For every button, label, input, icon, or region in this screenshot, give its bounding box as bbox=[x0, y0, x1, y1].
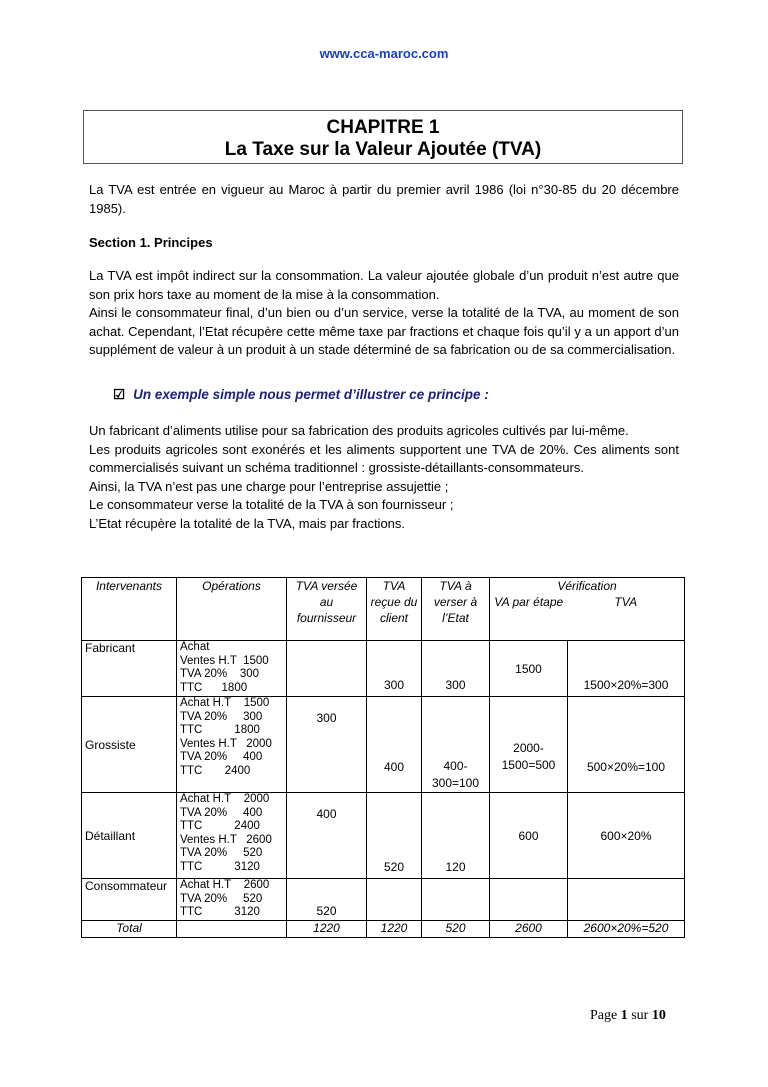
row-tva bbox=[568, 879, 685, 921]
row-tva-a-verser: 300 bbox=[422, 641, 490, 697]
footer-page-number: 1 bbox=[620, 1008, 628, 1023]
row-tva-recue: 400 bbox=[367, 697, 422, 793]
row-tva-recue bbox=[367, 879, 422, 921]
example-heading-text: Un exemple simple nous permet d’illustrer ce principe : bbox=[133, 387, 489, 402]
table-total-row bbox=[82, 921, 685, 938]
header-tva: TVA bbox=[568, 594, 685, 641]
header-operations: Opérations bbox=[177, 578, 287, 641]
total-operations bbox=[177, 921, 287, 938]
row-tva-versee: 520 bbox=[287, 879, 367, 921]
chapter-subtitle: La Taxe sur la Valeur Ajoutée (TVA) bbox=[224, 139, 542, 160]
row-tva-versee: 400 bbox=[287, 793, 367, 879]
row-operations: Achat Ventes H.T 1500 TVA 20% 300 TTC 1800 bbox=[177, 641, 287, 697]
total-tva-a-verser: 520 bbox=[422, 921, 490, 938]
table-row bbox=[82, 879, 685, 921]
row-operations: Achat H.T 2000 TVA 20% 400 TTC 2400 Ventes H.T 2600 TVA 20% 520 TTC 3120 bbox=[177, 793, 287, 879]
header-va-par-etape: VA par étape bbox=[490, 594, 568, 641]
row-operations: Achat H.T 1500 TVA 20% 300 TTC 1800 Ventes H.T 2000 TVA 20% 400 TTC 2400 bbox=[177, 697, 287, 793]
row-va bbox=[490, 879, 568, 921]
row-va: 600 bbox=[490, 793, 568, 879]
chapter-title: CHAPITRE 1 bbox=[326, 117, 440, 138]
header-intervenants: Intervenants bbox=[82, 578, 177, 641]
header-tva-versee: TVA versée au fournisseur bbox=[287, 578, 367, 641]
row-tva-recue: 520 bbox=[367, 793, 422, 879]
example-text-4: Le consommateur verse la totalité de la TVA à son fournisseur ; bbox=[89, 497, 454, 512]
row-tva-a-verser: 120 bbox=[422, 793, 490, 879]
footer-sur-word: sur bbox=[631, 1008, 649, 1023]
row-tva-a-verser bbox=[422, 879, 490, 921]
table-header-row bbox=[82, 578, 685, 595]
section-heading: Section 1. Principes bbox=[89, 235, 213, 250]
total-label: Total bbox=[82, 921, 177, 938]
example-heading bbox=[113, 387, 489, 403]
row-va: 1500 bbox=[490, 641, 568, 697]
total-tva: 2600×20%=520 bbox=[568, 921, 685, 938]
total-tva-versee: 1220 bbox=[287, 921, 367, 938]
row-intervenant: Fabricant bbox=[82, 641, 177, 697]
row-tva-versee: 300 bbox=[287, 697, 367, 793]
row-tva-a-verser: 400- 300=100 bbox=[422, 697, 490, 793]
example-paragraph bbox=[89, 422, 679, 533]
row-intervenant: Grossiste bbox=[82, 697, 177, 793]
principle-paragraph bbox=[89, 267, 679, 360]
principle-text-1: La TVA est impôt indirect sur la consommation. La valeur ajoutée globale d’un produit n’est autre que son prix hors taxe au moment de la mise à la consommation. bbox=[89, 268, 679, 302]
table-row bbox=[82, 793, 685, 879]
chapter-title-box bbox=[83, 110, 683, 164]
row-intervenant: Consommateur bbox=[82, 879, 177, 921]
principle-text-2: Ainsi le consommateur final, d’un bien ou d’un service, verse la totalité de la TVA, au moment de son achat. Cependant, l’Etat récupère cette même taxe par fractions et chaque fois qu’il y a un apport d’un supplément de valeur à un produit à un stade déterminé de sa fabrication ou de sa commercialisation. bbox=[89, 305, 679, 357]
example-text-5: L’Etat récupère la totalité de la TVA, mais par fractions. bbox=[89, 515, 406, 531]
footer-page-total: 10 bbox=[651, 1008, 666, 1023]
header-tva-recue: TVA reçue du client bbox=[367, 578, 422, 641]
intro-paragraph: La TVA est entrée en vigueur au Maroc à partir du premier avril 1986 (loi n°30-85 du 20 décembre 1985). bbox=[89, 182, 679, 216]
page-footer bbox=[590, 1008, 666, 1024]
checkbox-icon: ☑ bbox=[113, 387, 126, 402]
header-tva-a-verser: TVA à verser à l’Etat bbox=[422, 578, 490, 641]
example-text-1: Un fabricant d’aliments utilise pour sa fabrication des produits agricoles cultivés par lui-même. bbox=[89, 423, 629, 438]
footer-page-word: Page bbox=[590, 1008, 618, 1023]
tva-table bbox=[81, 577, 685, 938]
row-tva: 1500×20%=300 bbox=[568, 641, 685, 697]
table-row bbox=[82, 697, 685, 793]
example-text-2: Les produits agricoles sont exonérés et les aliments supportent une TVA de 20%. Ces aliments sont commercialisés suivant un schéma traditionnel : grossiste-détaillants-consommateurs. bbox=[89, 441, 679, 475]
row-tva-versee bbox=[287, 641, 367, 697]
row-tva: 600×20% bbox=[568, 793, 685, 879]
total-va: 2600 bbox=[490, 921, 568, 938]
site-url[interactable]: www.cca-maroc.com bbox=[319, 46, 449, 61]
row-va: 2000- 1500=500 bbox=[490, 697, 568, 793]
row-operations: Achat H.T 2600 TVA 20% 520 TTC 3120 bbox=[177, 879, 287, 921]
row-intervenant: Détaillant bbox=[82, 793, 177, 879]
header-verification: Vérification bbox=[490, 578, 685, 595]
table-row bbox=[82, 641, 685, 697]
example-text-3: Ainsi, la TVA n’est pas une charge pour l’entreprise assujettie ; bbox=[89, 478, 449, 494]
row-tva: 500×20%=100 bbox=[568, 697, 685, 793]
total-tva-recue: 1220 bbox=[367, 921, 422, 938]
row-tva-recue: 300 bbox=[367, 641, 422, 697]
